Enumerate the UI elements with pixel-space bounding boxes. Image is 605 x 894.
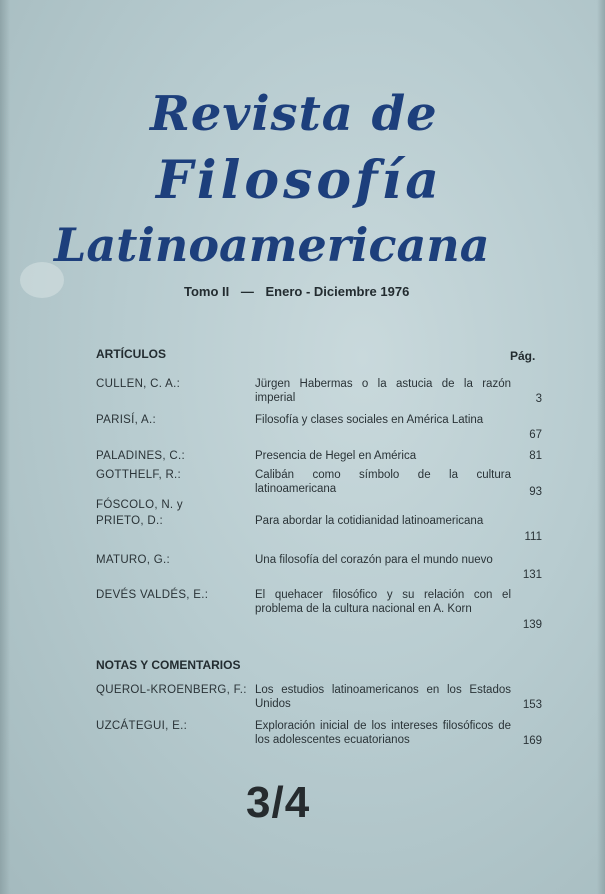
toc-page: 81	[529, 450, 542, 462]
toc-page: 153	[522, 699, 542, 711]
journal-title-line2: Filosofía	[156, 150, 443, 211]
toc-entry	[0, 719, 605, 749]
toc-entry	[0, 588, 605, 634]
journal-title-line1: Revista de	[150, 86, 438, 142]
toc-title: Exploración inicial de los intereses filosóficos de los adolescentes ecuatorianos	[255, 720, 511, 746]
toc-title: Filosofía y clases sociales en América Latina	[255, 414, 484, 426]
toc-title: El quehacer filosófico y su relación con el problema de la cultura nacional en A. Korn	[255, 589, 511, 615]
toc-entry	[0, 553, 605, 583]
toc-entry	[0, 468, 605, 498]
issue-dates: Enero - Diciembre 1976	[265, 284, 410, 299]
toc-author: DEVÉS VALDÉS, E.:	[96, 589, 209, 601]
toc-page: 169	[522, 735, 542, 747]
toc-page: 111	[524, 531, 542, 543]
issue-number: 3/4	[246, 778, 311, 827]
toc-title: Calibán como símbolo de la cultura latinoamericana	[255, 469, 511, 495]
toc-author: PALADINES, C.:	[96, 450, 185, 462]
cover-edge-left	[0, 0, 10, 894]
toc-author: QUEROL-KROENBERG, F.:	[96, 684, 247, 696]
toc-page: 93	[529, 486, 542, 498]
toc-page: 131	[522, 569, 542, 581]
toc-author-line2: PRIETO, D.:	[96, 515, 163, 527]
toc-author-line1: FÓSCOLO, N. y	[96, 499, 183, 511]
page-column-heading: Pág.	[510, 349, 536, 363]
toc-author: MATURO, G.:	[96, 554, 171, 566]
toc-title: Jürgen Habermas o la astucia de la razón imperial	[255, 378, 511, 404]
toc-page: 3	[535, 393, 542, 405]
toc-title: Presencia de Hegel en América	[255, 450, 417, 462]
toc-entry	[0, 449, 605, 464]
toc-entry	[0, 498, 605, 544]
toc-entry	[0, 377, 605, 407]
toc-page: 139	[522, 619, 542, 631]
toc-entry	[0, 683, 605, 713]
cover-edge-right	[597, 0, 605, 894]
toc-title: Para abordar la cotidianidad latinoamericana	[255, 515, 484, 527]
toc-title: Una filosofía del corazón para el mundo nuevo	[255, 554, 493, 566]
journal-title-line3: Latinoamericana	[54, 218, 490, 272]
toc-entry	[0, 413, 605, 443]
toc-title: Los estudios latinoamericanos en los Estados Unidos	[255, 684, 511, 710]
toc-author: GOTTHELF, R.:	[96, 469, 182, 481]
issue-dash: —	[240, 284, 254, 299]
articles-heading: ARTÍCULOS	[96, 347, 166, 361]
toc-author: PARISÍ, A.:	[96, 414, 156, 426]
toc-author: UZCÁTEGUI, E.:	[96, 720, 188, 732]
toc-author: CULLEN, C. A.:	[96, 378, 181, 390]
issue-info	[184, 284, 417, 299]
issue-tomo: Tomo II	[184, 284, 230, 299]
notes-heading: NOTAS Y COMENTARIOS	[96, 658, 241, 672]
toc-page: 67	[529, 429, 542, 441]
